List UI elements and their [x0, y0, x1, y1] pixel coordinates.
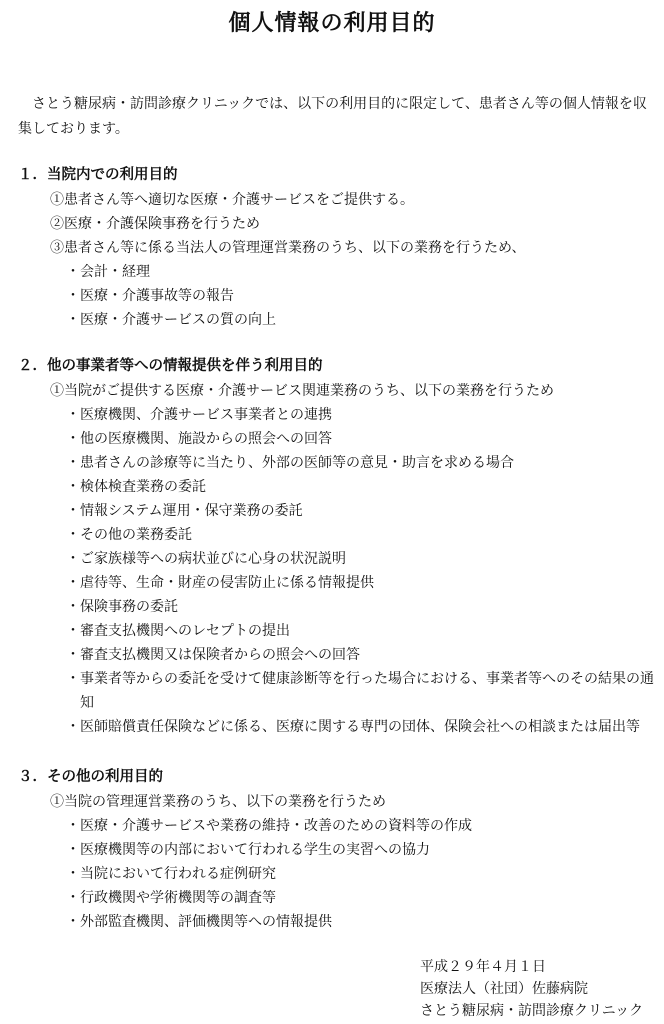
- bullet-list: [18, 814, 658, 934]
- section-heading: １．当院内での利用目的: [18, 167, 178, 183]
- signature-block: [420, 956, 660, 1022]
- purpose-item: ③患者さん等に係る当法人の管理運営業務のうち、以下の業務を行うため、: [50, 240, 526, 256]
- list-item: ・ 他の医療機関、施設からの照会への回答: [66, 431, 332, 447]
- list-item: ・ 医師賠償責任保険などに係る、医療に関する専門の団体、保険会社への相談または届出等: [66, 719, 640, 735]
- list-item: ・ 医療・介護サービスの質の向上: [66, 312, 276, 328]
- section-other-use: [18, 764, 658, 934]
- clinic-name: さとう糖尿病・訪問診療クリニック: [420, 1003, 644, 1019]
- purpose-item: ②医療・介護保険事務を行うため: [50, 216, 260, 232]
- purpose-item: ①患者さん等へ適切な医療・介護サービスをご提供する。: [50, 192, 414, 208]
- issue-date: 平成２９年４月１日: [420, 959, 546, 975]
- list-item: ・ 虐待等、生命・財産の侵害防止に係る情報提供: [66, 575, 374, 591]
- list-item: ・ 事業者等からの委託を受けて健康診断等を行った場合における、事業者等へのその結果の通知: [66, 671, 654, 711]
- list-item: ・ 医療・介護サービスや業務の維持・改善のための資料等の作成: [66, 818, 472, 834]
- list-item: ・ 行政機関や学術機関等の調査等: [66, 890, 276, 906]
- section-third-party-provision: [18, 353, 658, 739]
- list-item: ・ 外部監査機関、評価機関等への情報提供: [66, 914, 332, 930]
- bullet-list: [18, 260, 658, 332]
- list-item: ・ 医療機関等の内部において行われる学生の実習への協力: [66, 842, 430, 858]
- list-item: ・ 保険事務の委託: [66, 599, 178, 615]
- list-item: ・ 審査支払機関へのレセプトの提出: [66, 623, 290, 639]
- page-title: 個人情報の利用目的: [228, 11, 436, 36]
- list-item: ・ 医療機関、介護サービス事業者との連携: [66, 407, 332, 423]
- list-item: ・ 当院において行われる症例研究: [66, 866, 276, 882]
- list-item: ・ 検体検査業務の委託: [66, 479, 206, 495]
- list-item: ・ 審査支払機関又は保険者からの照会への回答: [66, 647, 360, 663]
- list-item: ・ 情報システム運用・保守業務の委託: [66, 503, 303, 519]
- purpose-item: ①当院の管理運営業務のうち、以下の業務を行うため: [50, 794, 386, 810]
- intro-paragraph: [18, 92, 658, 142]
- section-heading: ３．その他の利用目的: [18, 769, 163, 785]
- list-item: ・ ご家族様等への病状並びに心身の状況説明: [66, 551, 346, 567]
- list-item: ・ 患者さんの診療等に当たり、外部の医師等の意見・助言を求める場合: [66, 455, 514, 471]
- organization-name: 医療法人（社団）佐藤病院: [420, 981, 588, 997]
- list-item: ・ 医療・介護事故等の報告: [66, 288, 234, 304]
- section-heading: ２．他の事業者等への情報提供を伴う利用目的: [18, 358, 323, 374]
- list-item: ・ その他の業務委託: [66, 527, 192, 543]
- list-item: ・ 会計・経理: [66, 264, 150, 280]
- bullet-list: [18, 403, 658, 739]
- section-internal-use: [18, 162, 658, 332]
- purpose-item: ①当院がご提供する医療・介護サービス関連業務のうち、以下の業務を行うため: [50, 383, 554, 399]
- intro-text: さとう糖尿病・訪問診療クリニックでは、以下の利用目的に限定して、患者さん等の個人情報を収集しております。: [18, 96, 647, 137]
